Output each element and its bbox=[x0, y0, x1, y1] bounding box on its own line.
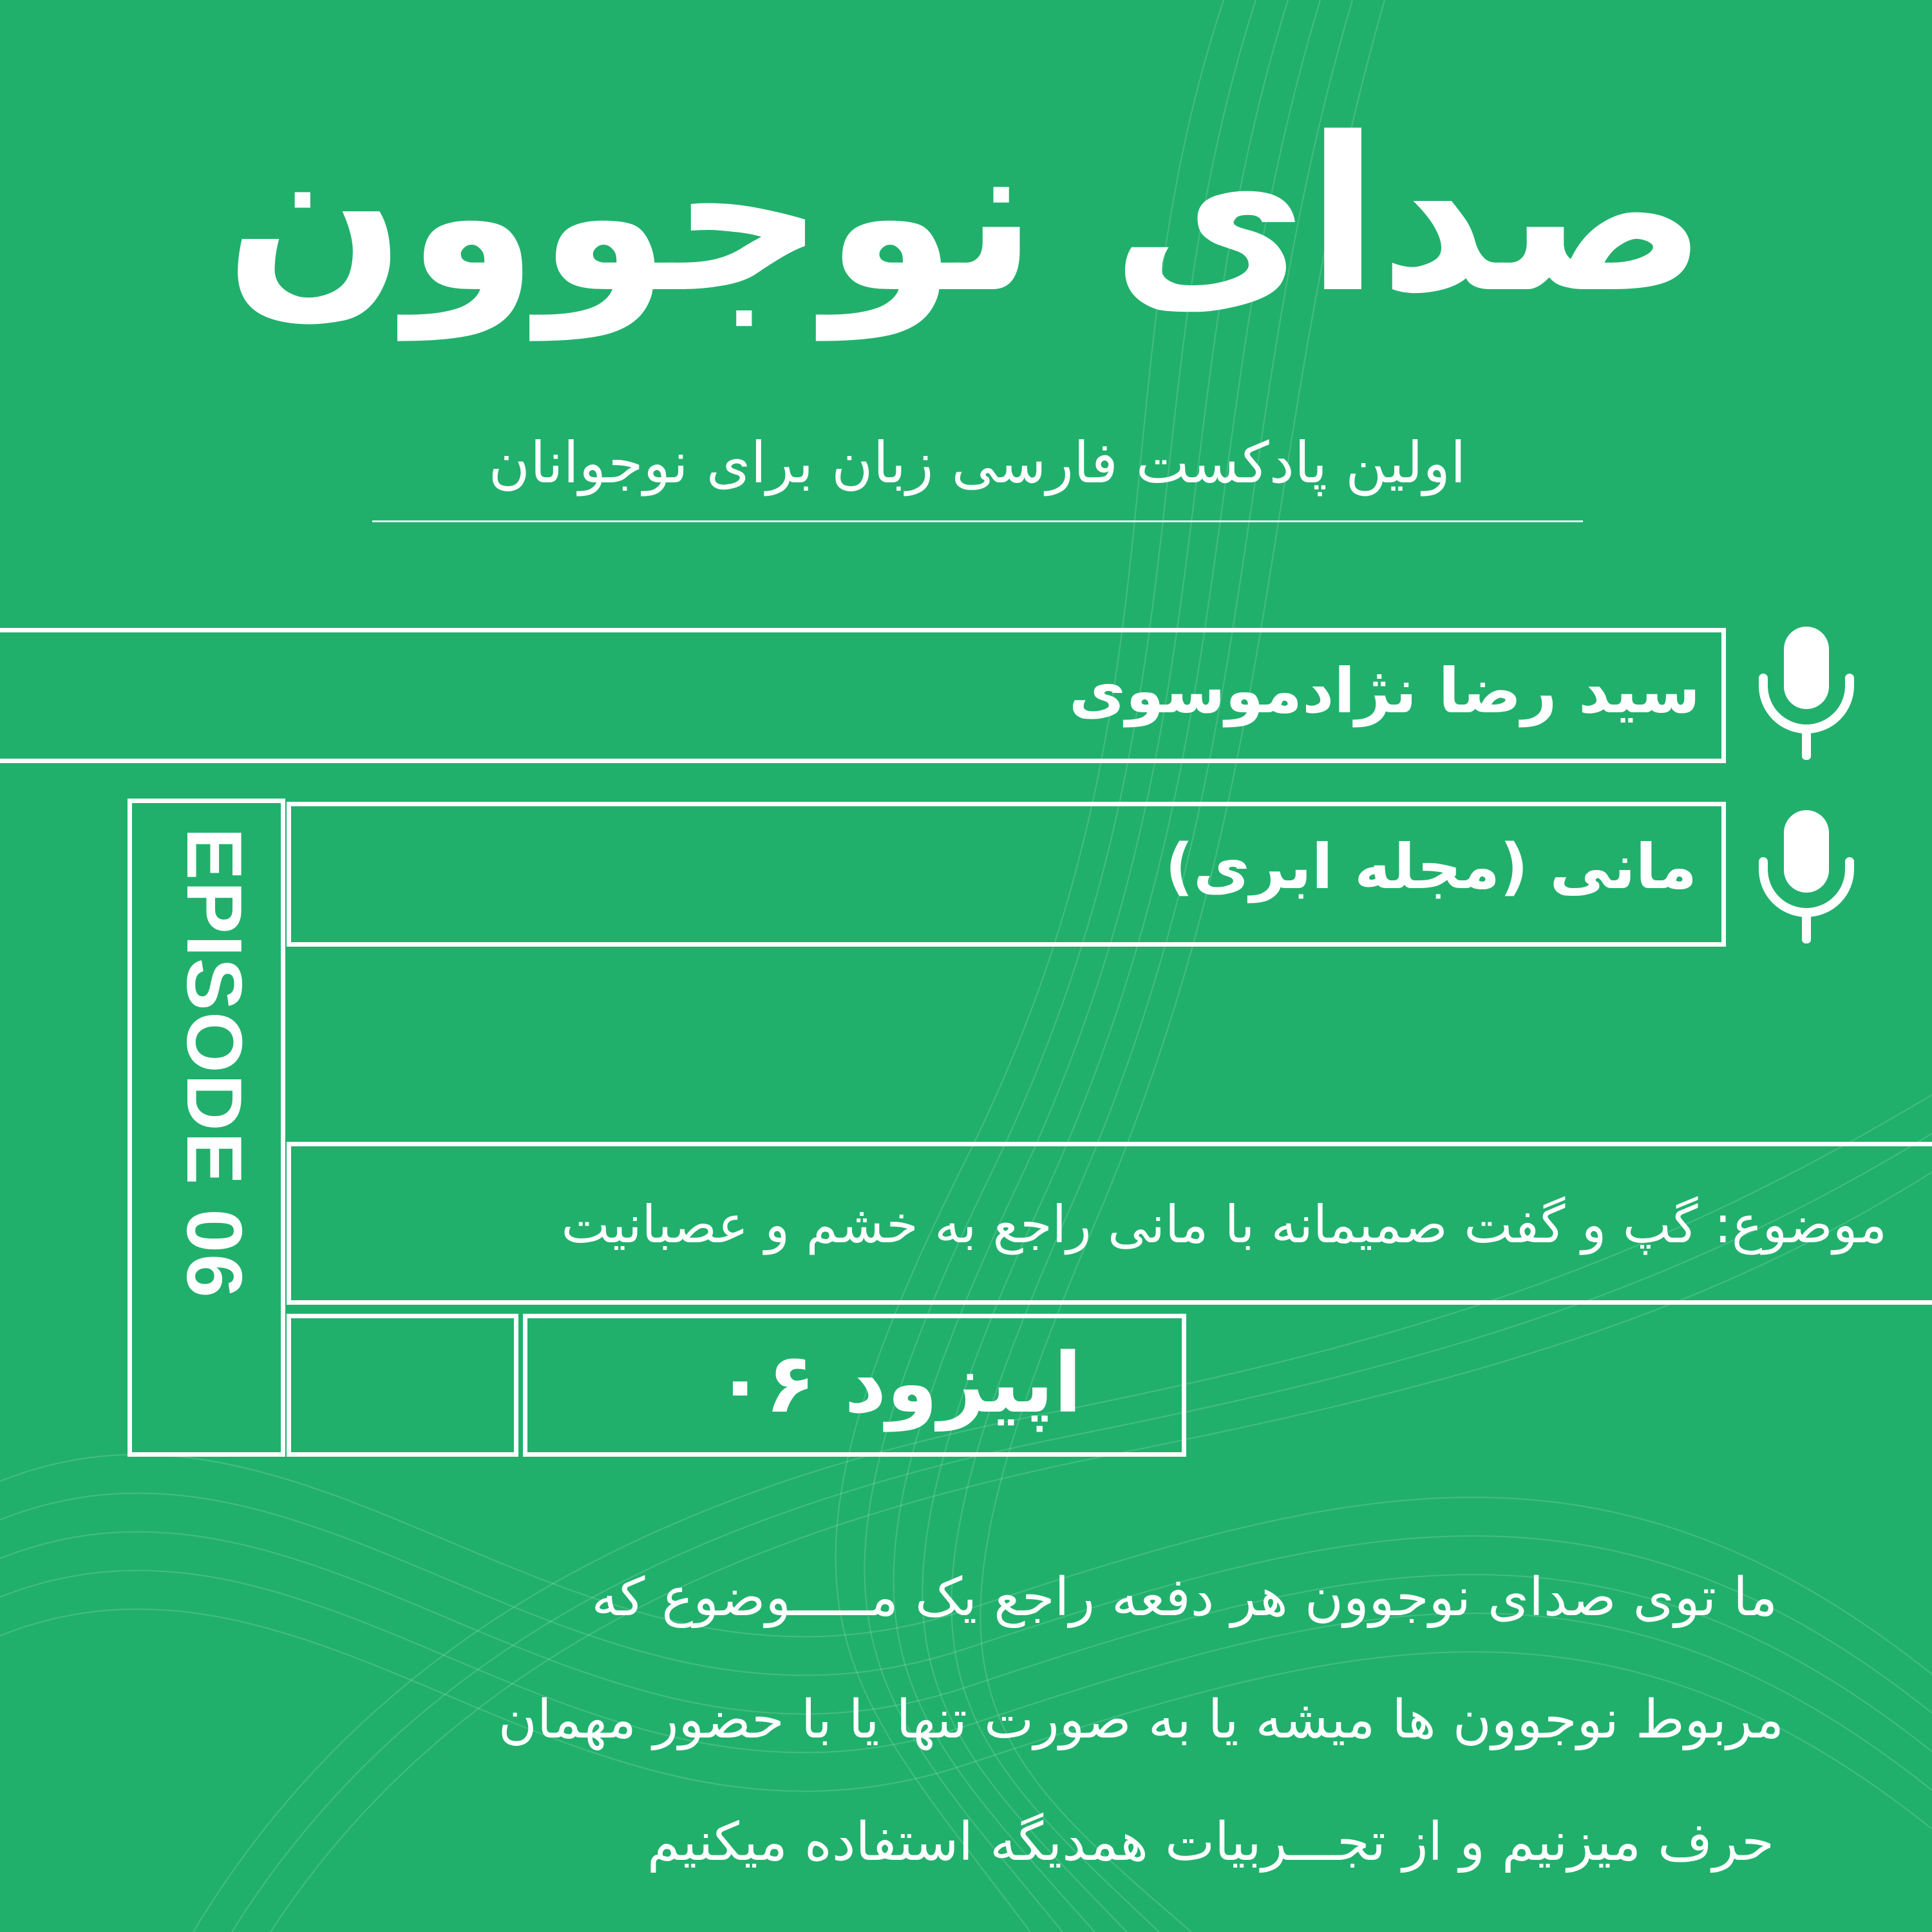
small-box bbox=[287, 1314, 518, 1457]
host-name-2: مانی (مجله ابری) bbox=[1165, 831, 1697, 903]
host-name-1: سید رضا نژادموسوی bbox=[1068, 655, 1700, 727]
microphone-icon bbox=[1752, 805, 1861, 947]
description-line-1: ما توی صدای نوجوون هر دفعه راجع یک مـــــوضوع که bbox=[591, 1567, 1777, 1628]
episode-topic: موضوع: گپ و گفت صمیمانه با مانی راجع به خشم و عصبانیت bbox=[561, 1195, 1887, 1255]
description-line-3: حرف میزنیم و از تجـــربیات همدیگه استفاده میکنیم bbox=[647, 1812, 1774, 1873]
description-line-2: مربوط نوجوون ها میشه یا به صورت تنها یا با حضور مهمان bbox=[498, 1689, 1784, 1750]
podcast-subtitle: اولین پادکست فارسی زبان برای نوجوانان bbox=[488, 430, 1466, 496]
episode-vertical-label: EPISODE 06 bbox=[171, 828, 258, 1299]
podcast-title: صدای نوجوون bbox=[224, 92, 1708, 339]
microphone-icon bbox=[1752, 621, 1861, 763]
subtitle-underline bbox=[372, 520, 1583, 522]
episode-number: اپیزود ۰۶ bbox=[715, 1336, 1082, 1432]
